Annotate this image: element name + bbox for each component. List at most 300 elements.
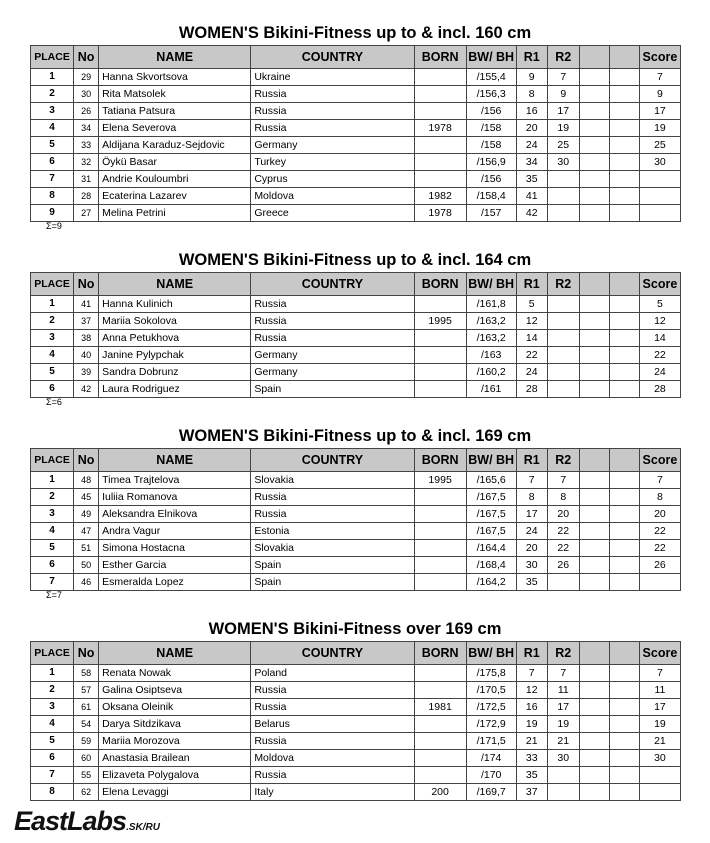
header-e1: [579, 46, 609, 69]
cell-score: 17: [639, 699, 680, 716]
cell-r1: 8: [516, 86, 547, 103]
cell-country: Belarus: [251, 716, 414, 733]
cell-born: 1995: [414, 472, 466, 489]
cell-born: [414, 506, 466, 523]
cell-place: 7: [31, 171, 74, 188]
cell-e1: [579, 784, 609, 801]
cell-bw: /163: [466, 347, 516, 364]
table-row: [31, 682, 681, 699]
cell-place: 8: [31, 188, 74, 205]
cell-r1: 24: [516, 364, 547, 381]
cell-r2: 30: [547, 750, 579, 767]
table-row: [31, 699, 681, 716]
cell-no: 32: [74, 154, 99, 171]
cell-place: 4: [31, 120, 74, 137]
cell-bw: /170,5: [466, 682, 516, 699]
cell-no: 45: [74, 489, 99, 506]
cell-no: 33: [74, 137, 99, 154]
table-row: [31, 716, 681, 733]
cell-born: [414, 171, 466, 188]
header-e2: [609, 46, 639, 69]
cell-name: Laura Rodriguez: [99, 381, 251, 398]
cell-e1: [579, 69, 609, 86]
cell-bw: /158,4: [466, 188, 516, 205]
cell-r2: 25: [547, 137, 579, 154]
cell-born: [414, 69, 466, 86]
cell-bw: /167,5: [466, 506, 516, 523]
cell-r2: [547, 767, 579, 784]
cell-e1: [579, 188, 609, 205]
cell-name: Iuliia Romanova: [99, 489, 251, 506]
cell-r2: 19: [547, 120, 579, 137]
cell-e1: [579, 381, 609, 398]
cell-e1: [579, 296, 609, 313]
cell-r1: 35: [516, 767, 547, 784]
cell-r1: 16: [516, 103, 547, 120]
table-row: [31, 540, 681, 557]
cell-place: 1: [31, 472, 74, 489]
header-bw: BW/ BH: [466, 449, 516, 472]
cell-born: 1978: [414, 205, 466, 222]
cell-r1: 41: [516, 188, 547, 205]
cell-place: 6: [31, 557, 74, 574]
cell-e2: [609, 540, 639, 557]
cell-bw: /168,4: [466, 557, 516, 574]
cell-r1: 8: [516, 489, 547, 506]
cell-r2: [547, 330, 579, 347]
table-row: [31, 523, 681, 540]
cell-e2: [609, 188, 639, 205]
cell-born: [414, 557, 466, 574]
cell-place: 3: [31, 699, 74, 716]
header-bw: BW/ BH: [466, 642, 516, 665]
header-r2: R2: [547, 642, 579, 665]
cell-name: Aldijana Karaduz-Sejdovic: [99, 137, 251, 154]
cell-e1: [579, 472, 609, 489]
table-row: [31, 506, 681, 523]
cell-r2: [547, 188, 579, 205]
cell-e2: [609, 364, 639, 381]
cell-e2: [609, 171, 639, 188]
header-e1: [579, 642, 609, 665]
table-header-row: [31, 273, 681, 296]
cell-r1: 22: [516, 347, 547, 364]
cell-e2: [609, 750, 639, 767]
cell-r2: 20: [547, 506, 579, 523]
cell-e2: [609, 137, 639, 154]
cell-country: Moldova: [251, 188, 414, 205]
category-title: WOMEN'S Bikini-Fitness up to & incl. 164 cm: [178, 251, 532, 269]
cell-country: Estonia: [251, 523, 414, 540]
cell-name: Elena Levaggi: [99, 784, 251, 801]
cell-country: Ukraine: [251, 69, 414, 86]
cell-name: Mariia Morozova: [99, 733, 251, 750]
cell-place: 8: [31, 784, 74, 801]
cell-name: Elena Severova: [99, 120, 251, 137]
cell-name: Mariia Sokolova: [99, 313, 251, 330]
cell-r2: 9: [547, 86, 579, 103]
cell-name: Anna Petukhova: [99, 330, 251, 347]
cell-place: 6: [31, 750, 74, 767]
header-born: BORN: [414, 273, 466, 296]
header-no: No: [74, 449, 99, 472]
table-row: [31, 750, 681, 767]
cell-e1: [579, 330, 609, 347]
cell-r2: 26: [547, 557, 579, 574]
cell-bw: /156,3: [466, 86, 516, 103]
header-score: Score: [639, 642, 680, 665]
cell-score: 30: [639, 154, 680, 171]
cell-country: Germany: [251, 347, 414, 364]
sigma-count: Σ=7: [46, 590, 62, 600]
cell-no: 41: [74, 296, 99, 313]
cell-bw: /161,8: [466, 296, 516, 313]
cell-place: 4: [31, 347, 74, 364]
cell-bw: /165,6: [466, 472, 516, 489]
table-row: [31, 381, 681, 398]
cell-score: 7: [639, 472, 680, 489]
cell-bw: /156: [466, 171, 516, 188]
cell-country: Russia: [251, 733, 414, 750]
cell-no: 42: [74, 381, 99, 398]
cell-no: 57: [74, 682, 99, 699]
cell-r1: 34: [516, 154, 547, 171]
cell-e1: [579, 137, 609, 154]
cell-place: 9: [31, 205, 74, 222]
cell-name: Galina Osiptseva: [99, 682, 251, 699]
cell-bw: /164,2: [466, 574, 516, 591]
cell-r2: [547, 313, 579, 330]
cell-r1: 24: [516, 137, 547, 154]
cell-place: 4: [31, 523, 74, 540]
cell-e2: [609, 313, 639, 330]
cell-e2: [609, 523, 639, 540]
cell-country: Russia: [251, 699, 414, 716]
cell-score: 5: [639, 296, 680, 313]
cell-bw: /167,5: [466, 523, 516, 540]
cell-bw: /167,5: [466, 489, 516, 506]
header-place: PLACE: [31, 642, 74, 665]
table-row: [31, 296, 681, 313]
cell-e2: [609, 103, 639, 120]
cell-score: 17: [639, 103, 680, 120]
results-table: [30, 45, 681, 222]
cell-bw: /174: [466, 750, 516, 767]
cell-place: 5: [31, 364, 74, 381]
cell-r2: [547, 574, 579, 591]
cell-e1: [579, 506, 609, 523]
cell-born: [414, 330, 466, 347]
cell-r2: 7: [547, 665, 579, 682]
cell-country: Russia: [251, 103, 414, 120]
cell-bw: /172,9: [466, 716, 516, 733]
cell-name: Hanna Skvortsova: [99, 69, 251, 86]
cell-r1: 30: [516, 557, 547, 574]
cell-no: 26: [74, 103, 99, 120]
category-title: WOMEN'S Bikini-Fitness up to & incl. 169 cm: [178, 427, 532, 445]
cell-country: Spain: [251, 381, 414, 398]
header-name: NAME: [99, 449, 251, 472]
header-country: COUNTRY: [251, 642, 414, 665]
cell-place: 7: [31, 574, 74, 591]
cell-r1: 42: [516, 205, 547, 222]
header-no: No: [74, 642, 99, 665]
cell-name: Timea Trajtelova: [99, 472, 251, 489]
cell-name: Elizaveta Polygalova: [99, 767, 251, 784]
cell-born: [414, 767, 466, 784]
cell-country: Poland: [251, 665, 414, 682]
header-no: No: [74, 273, 99, 296]
header-name: NAME: [99, 273, 251, 296]
table-row: [31, 574, 681, 591]
cell-e2: [609, 784, 639, 801]
cell-score: 7: [639, 69, 680, 86]
cell-score: [639, 205, 680, 222]
cell-r1: 19: [516, 716, 547, 733]
logo-main: EastLabs: [14, 806, 127, 836]
table-row: [31, 784, 681, 801]
cell-e2: [609, 574, 639, 591]
cell-r1: 17: [516, 506, 547, 523]
table-row: [31, 86, 681, 103]
cell-r1: 21: [516, 733, 547, 750]
cell-e1: [579, 574, 609, 591]
cell-e1: [579, 540, 609, 557]
table-row: [31, 313, 681, 330]
cell-bw: /172,5: [466, 699, 516, 716]
cell-country: Russia: [251, 767, 414, 784]
header-e1: [579, 449, 609, 472]
header-e1: [579, 273, 609, 296]
cell-no: 55: [74, 767, 99, 784]
cell-bw: /163,2: [466, 330, 516, 347]
cell-no: 62: [74, 784, 99, 801]
cell-place: 4: [31, 716, 74, 733]
table-row: [31, 364, 681, 381]
cell-e2: [609, 154, 639, 171]
cell-country: Cyprus: [251, 171, 414, 188]
results-section: [0, 249, 710, 407]
cell-r2: [547, 784, 579, 801]
cell-e1: [579, 716, 609, 733]
cell-place: 1: [31, 665, 74, 682]
cell-place: 3: [31, 103, 74, 120]
cell-e1: [579, 171, 609, 188]
cell-r1: 12: [516, 682, 547, 699]
cell-place: 2: [31, 313, 74, 330]
cell-score: [639, 574, 680, 591]
header-r2: R2: [547, 449, 579, 472]
cell-name: Aleksandra Elnikova: [99, 506, 251, 523]
cell-r2: 8: [547, 489, 579, 506]
cell-score: [639, 767, 680, 784]
cell-born: [414, 750, 466, 767]
cell-e2: [609, 489, 639, 506]
cell-score: [639, 171, 680, 188]
cell-e1: [579, 103, 609, 120]
cell-score: 22: [639, 523, 680, 540]
header-e2: [609, 273, 639, 296]
cell-r2: 11: [547, 682, 579, 699]
cell-name: Öykü Basar: [99, 154, 251, 171]
cell-score: [639, 188, 680, 205]
cell-e1: [579, 733, 609, 750]
cell-name: Ecaterina Lazarev: [99, 188, 251, 205]
cell-e2: [609, 682, 639, 699]
table-row: [31, 665, 681, 682]
category-title: WOMEN'S Bikini-Fitness over 169 cm: [208, 620, 502, 638]
cell-born: 1995: [414, 313, 466, 330]
cell-r2: [547, 171, 579, 188]
cell-country: Russia: [251, 313, 414, 330]
header-score: Score: [639, 273, 680, 296]
cell-born: [414, 574, 466, 591]
cell-born: 200: [414, 784, 466, 801]
table-header-row: [31, 449, 681, 472]
cell-r2: [547, 364, 579, 381]
header-born: BORN: [414, 46, 466, 69]
cell-r2: [547, 347, 579, 364]
cell-bw: /157: [466, 205, 516, 222]
cell-name: Renata Nowak: [99, 665, 251, 682]
cell-country: Spain: [251, 557, 414, 574]
cell-score: 7: [639, 665, 680, 682]
cell-name: Simona Hostacna: [99, 540, 251, 557]
table-header-row: [31, 46, 681, 69]
header-country: COUNTRY: [251, 46, 414, 69]
cell-born: [414, 716, 466, 733]
cell-place: 1: [31, 69, 74, 86]
cell-born: [414, 540, 466, 557]
cell-bw: /158: [466, 137, 516, 154]
cell-r2: 17: [547, 103, 579, 120]
cell-country: Turkey: [251, 154, 414, 171]
header-no: No: [74, 46, 99, 69]
cell-score: 19: [639, 716, 680, 733]
cell-e1: [579, 699, 609, 716]
cell-r2: 22: [547, 523, 579, 540]
cell-country: Italy: [251, 784, 414, 801]
cell-country: Russia: [251, 86, 414, 103]
cell-country: Spain: [251, 574, 414, 591]
cell-no: 46: [74, 574, 99, 591]
header-score: Score: [639, 46, 680, 69]
cell-name: Rita Matsolek: [99, 86, 251, 103]
header-country: COUNTRY: [251, 449, 414, 472]
cell-score: 28: [639, 381, 680, 398]
cell-e1: [579, 682, 609, 699]
results-section: [0, 22, 710, 231]
cell-name: Oksana Oleinik: [99, 699, 251, 716]
cell-bw: /171,5: [466, 733, 516, 750]
cell-r2: 22: [547, 540, 579, 557]
cell-born: [414, 489, 466, 506]
cell-place: 7: [31, 767, 74, 784]
cell-no: 34: [74, 120, 99, 137]
table-header-row: [31, 642, 681, 665]
cell-bw: /156: [466, 103, 516, 120]
cell-country: Russia: [251, 120, 414, 137]
cell-place: 5: [31, 137, 74, 154]
cell-r1: 12: [516, 313, 547, 330]
cell-e1: [579, 154, 609, 171]
cell-score: 8: [639, 489, 680, 506]
table-row: [31, 171, 681, 188]
header-r1: R1: [516, 273, 547, 296]
cell-e1: [579, 767, 609, 784]
cell-no: 54: [74, 716, 99, 733]
cell-e2: [609, 767, 639, 784]
cell-born: [414, 137, 466, 154]
cell-r1: 16: [516, 699, 547, 716]
cell-r2: 21: [547, 733, 579, 750]
table-row: [31, 472, 681, 489]
cell-born: [414, 364, 466, 381]
cell-r1: 7: [516, 665, 547, 682]
cell-born: 1978: [414, 120, 466, 137]
sigma-count: Σ=6: [46, 397, 62, 407]
cell-score: 19: [639, 120, 680, 137]
cell-place: 3: [31, 506, 74, 523]
header-r1: R1: [516, 46, 547, 69]
cell-r2: 30: [547, 154, 579, 171]
cell-r1: 35: [516, 171, 547, 188]
cell-no: 28: [74, 188, 99, 205]
cell-place: 5: [31, 733, 74, 750]
cell-place: 1: [31, 296, 74, 313]
header-r1: R1: [516, 642, 547, 665]
cell-e2: [609, 472, 639, 489]
cell-e2: [609, 296, 639, 313]
table-row: [31, 205, 681, 222]
cell-score: 21: [639, 733, 680, 750]
results-table: [30, 641, 681, 801]
table-row: [31, 69, 681, 86]
cell-bw: /161: [466, 381, 516, 398]
cell-no: 47: [74, 523, 99, 540]
cell-country: Germany: [251, 364, 414, 381]
cell-score: 30: [639, 750, 680, 767]
cell-r1: 33: [516, 750, 547, 767]
cell-e2: [609, 699, 639, 716]
cell-bw: /156,9: [466, 154, 516, 171]
cell-place: 5: [31, 540, 74, 557]
cell-country: Slovakia: [251, 472, 414, 489]
table-row: [31, 137, 681, 154]
cell-bw: /170: [466, 767, 516, 784]
cell-e2: [609, 69, 639, 86]
cell-score: 22: [639, 540, 680, 557]
cell-e2: [609, 120, 639, 137]
cell-e1: [579, 313, 609, 330]
cell-e1: [579, 364, 609, 381]
cell-place: 2: [31, 682, 74, 699]
sigma-count: Σ=9: [46, 221, 62, 231]
cell-place: 6: [31, 154, 74, 171]
cell-no: 38: [74, 330, 99, 347]
cell-place: 6: [31, 381, 74, 398]
cell-country: Russia: [251, 489, 414, 506]
cell-e1: [579, 120, 609, 137]
cell-born: [414, 154, 466, 171]
header-born: BORN: [414, 449, 466, 472]
table-row: [31, 767, 681, 784]
cell-e2: [609, 347, 639, 364]
cell-born: [414, 103, 466, 120]
cell-born: 1982: [414, 188, 466, 205]
cell-born: [414, 296, 466, 313]
cell-e2: [609, 205, 639, 222]
